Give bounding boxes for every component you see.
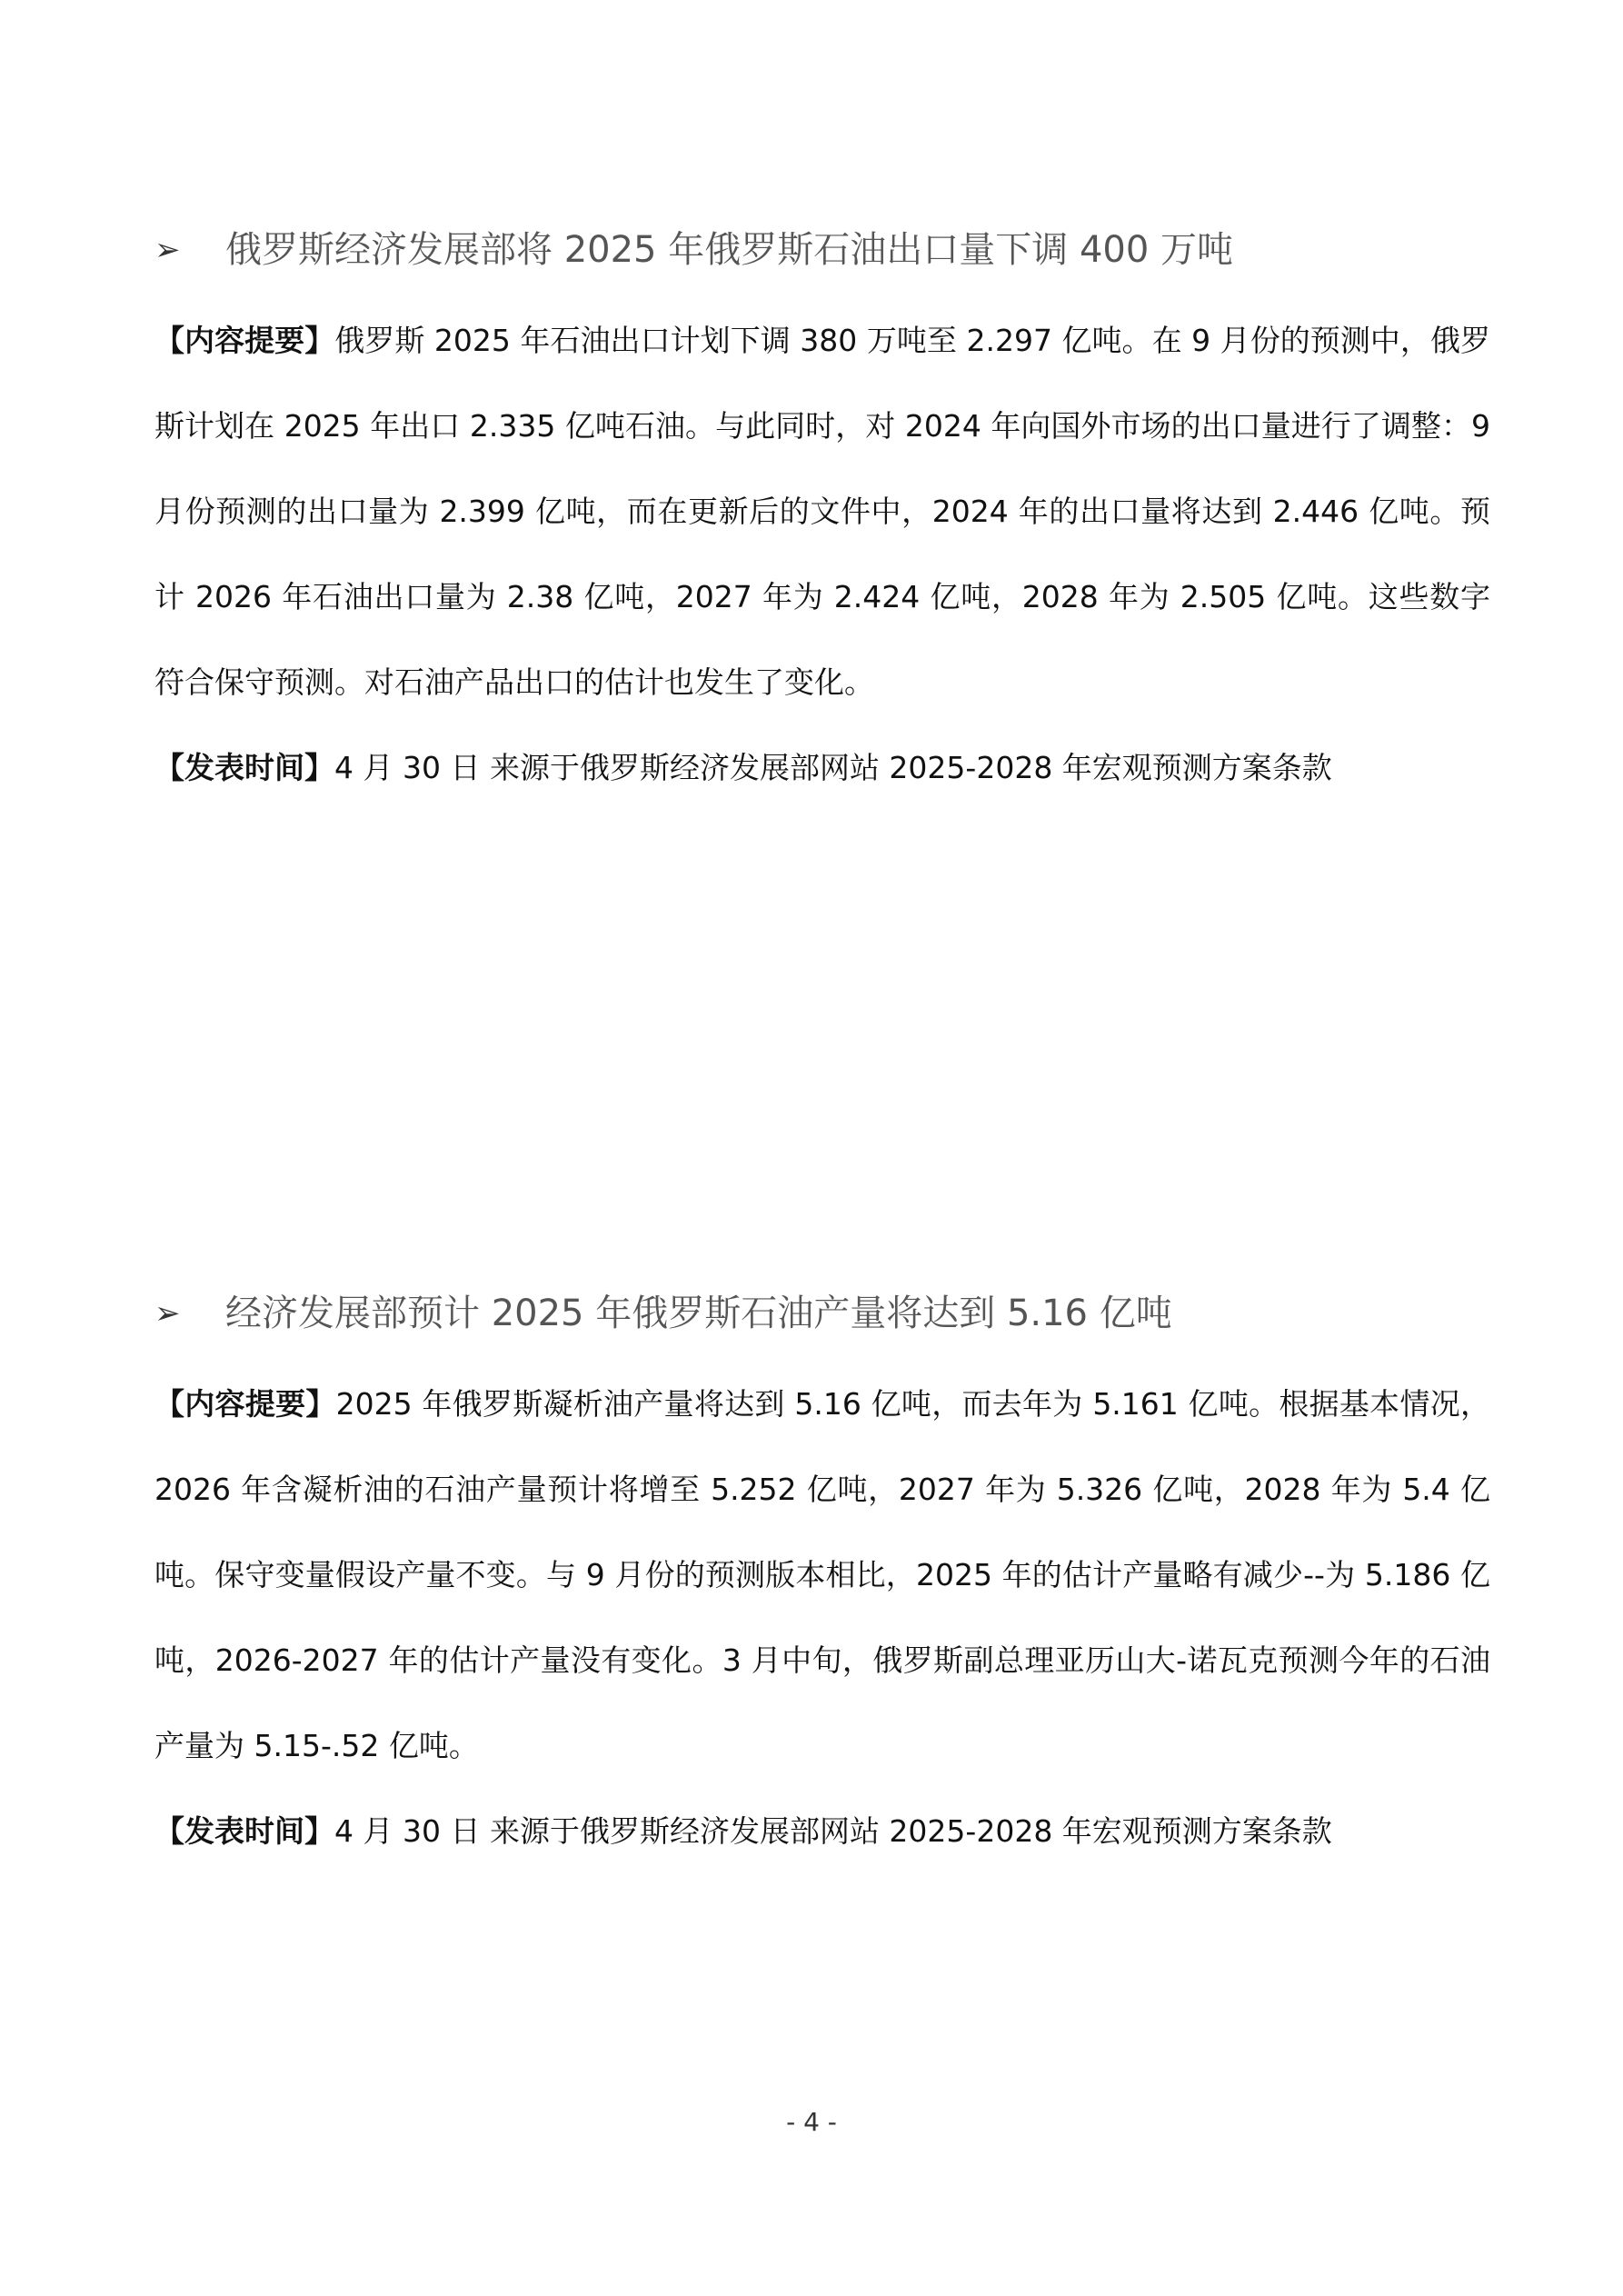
pub-text: 4 月 30 日 来源于俄罗斯经济发展部网站 2025-2028 年宏观预测方案条款	[334, 750, 1332, 785]
article-summary	[154, 1362, 1490, 1789]
summary-text: 俄罗斯 2025 年石油出口计划下调 380 万吨至 2.297 亿吨。在 9 月份的预测中，俄罗斯计划在 2025 年出口 2.335 亿吨石油。与此同时，对 2024 年向国外市场的出口量进行了调整：9 月份预测的出口量为 2.399 亿吨，而在更新后的文件中，2024 年的出口量将达到 2.446 亿吨。预计 2026 年石油出口量为 2.38 亿吨，2027 年为 2.424 亿吨，2028 年为 2.505 亿吨。这些数字符合保守预测。对石油产品出口的估计也发生了变化。	[154, 323, 1491, 700]
article-oil-export	[154, 218, 1490, 811]
article-title: 经济发展部预计 2025 年俄罗斯石油产量将达到 5.16 亿吨	[225, 1293, 1172, 1334]
article-title: 俄罗斯经济发展部将 2025 年俄罗斯石油出口量下调 400 万吨	[225, 229, 1234, 271]
publication-info	[154, 725, 1490, 811]
page-number: - 4 -	[786, 2107, 837, 2137]
summary-text: 2025 年俄罗斯凝析油产量将达到 5.16 亿吨，而去年为 5.161 亿吨。根据基本情况，2026 年含凝析油的石油产量预计将增至 5.252 亿吨，2027 年为 5.326 亿吨，2028 年为 5.4 亿吨。保守变量假设产量不变。与 9 月份的预测版本相比，2025 年的估计产量略有减少--为 5.186 亿吨，2026-2027 年的估计产量没有变化。3 月中旬，俄罗斯副总理亚历山大-诺瓦克预测今年的石油产量为 5.15-.52 亿吨。	[154, 1386, 1490, 1763]
publication-info	[154, 1789, 1490, 1874]
article-summary	[154, 298, 1490, 725]
pub-label: 【发表时间】	[154, 1813, 334, 1849]
arrow-bullet-icon: ➢	[154, 232, 181, 268]
arrow-bullet-icon: ➢	[154, 1295, 181, 1332]
pub-text: 4 月 30 日 来源于俄罗斯经济发展部网站 2025-2028 年宏观预测方案条款	[334, 1813, 1332, 1849]
summary-label: 【内容提要】	[154, 323, 335, 358]
article-oil-production	[154, 1282, 1490, 1874]
article-headline	[154, 218, 1490, 282]
pub-label: 【发表时间】	[154, 750, 334, 785]
article-headline	[154, 1282, 1490, 1345]
summary-label: 【内容提要】	[154, 1386, 336, 1422]
